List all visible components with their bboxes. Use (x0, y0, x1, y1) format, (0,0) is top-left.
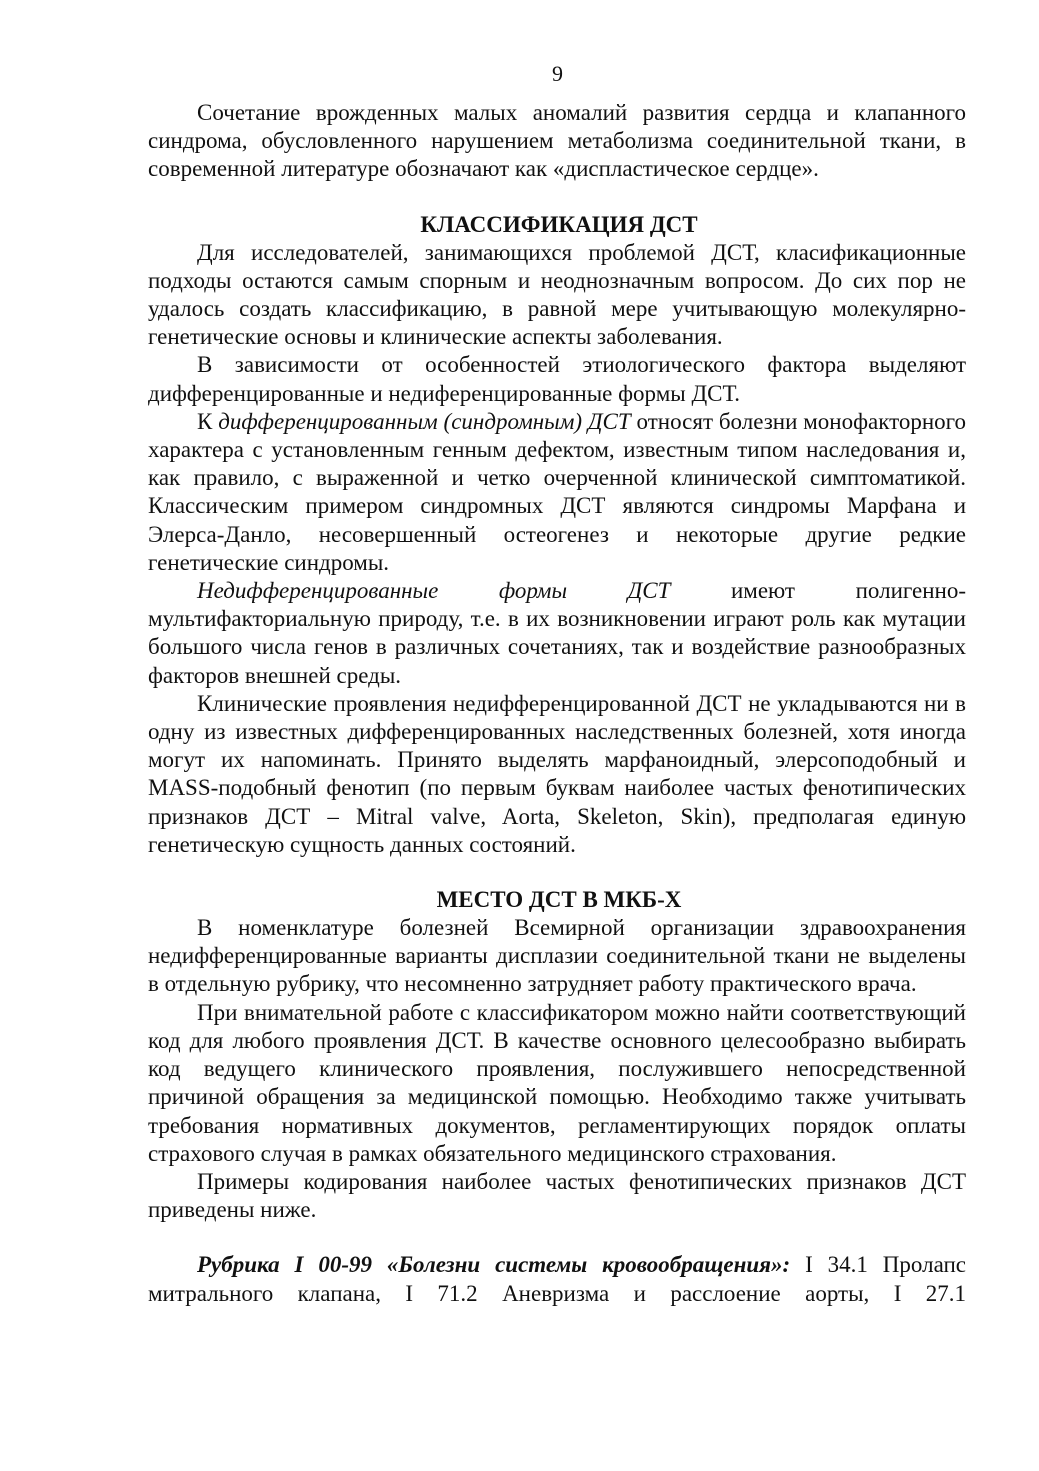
paragraph-lead: К (197, 408, 219, 434)
section-heading-classification: КЛАССИФИКАЦИЯ ДСТ (420, 211, 698, 237)
classification-paragraph-3 (148, 408, 966, 577)
italic-term-differentiated: дифференцированным (синдромным) ДСТ (218, 408, 631, 434)
icd-paragraph-1: В номенклатуре болезней Всемирной организации здравоохранения недифференцированные варианты дисплазии соединительной ткани не выделены в отдельную рубрику, что несомненно затрудняет работу практического врача. (148, 915, 966, 997)
paragraph-rest: относят болезни монофакторного характера с установленным генным дефектом, известным типом наследования и, как правило, с выраженной и четко очерченной клинической симптоматикой. Классическим примером синдромных ДСТ являются синдромы Марфана и Элерса-Данло, несовершенный остеогенез и некоторые другие редкие генетические синдромы. (148, 408, 966, 575)
rubric-paragraph (148, 1251, 966, 1307)
rubric-text: I 34.1 Пролапс митрального клапана, I 71.2 Аневризма и расслоение аорты, I 27.1 (148, 1252, 966, 1306)
icd-paragraph-3: Примеры кодирования наиболее частых фенотипических признаков ДСТ приведены ниже. (148, 1168, 966, 1223)
intro-paragraph: Сочетание врожденных малых аномалий развития сердца и клапанного синдрома, обусловленного нарушением метаболизма соединительной ткани, в современной литературе обозначают как «диспластическое сердце». (148, 100, 966, 182)
classification-paragraph-5: Клинические проявления недифференцированной ДСТ не укладываются ни в одну из известных дифференцированных наследственных болезней, хотя иногда могут их напоминать. Принято выделять марфаноидный, элерсоподобный и MASS-подобный фенотип (по первым буквам наиболее частых фенотипических признаков ДСТ – Mitral valve, Aorta, Skeleton, Skin), предполагая единую генетическую сущность данных состояний. (148, 690, 966, 857)
icd-paragraph-2: При внимательной работе с классификатором можно найти соответствующий код для любого проявления ДСТ. В качестве основного целесообразно выбирать код ведущего клинического проявления, послужившего непосредственной причиной обращения за медицинской помощью. Необходимо также учитывать требования нормативных документов, регламентирующих порядок оплаты страхового случая в рамках обязательного медицинского страхования. (148, 999, 966, 1166)
classification-paragraph-4 (148, 577, 966, 690)
section-heading-icd: МЕСТО ДСТ В МКБ-Х (436, 887, 682, 913)
classification-paragraph-1: Для исследователей, занимающихся проблемой ДСТ, класификационные подходы остаются самым спорным и неоднозначным вопросом. До сих пор не удалось создать классификацию, в равной мере учитывающую молекулярно-генетические основы и клинические аспекты заболевания. (148, 239, 966, 350)
rubric-title: Рубрика I 00-99 «Болезни системы кровообращения»: (197, 1252, 791, 1278)
classification-paragraph-2: В зависимости от особенностей этиологического фактора выделяют дифференцированные и недиференцированные формы ДСТ. (148, 352, 966, 406)
document-body (148, 99, 966, 1308)
page-number: 9 (552, 61, 563, 86)
paragraph-rest: имеют полигенно-мультифакториальную природу, т.е. в их возникновении играют роль как мутации большого числа генов в различных сочетаниях, так и воздействие разнообразных факторов внешней среды. (148, 578, 966, 688)
italic-term-undifferentiated: Недифференцированные формы ДСТ (197, 578, 671, 604)
